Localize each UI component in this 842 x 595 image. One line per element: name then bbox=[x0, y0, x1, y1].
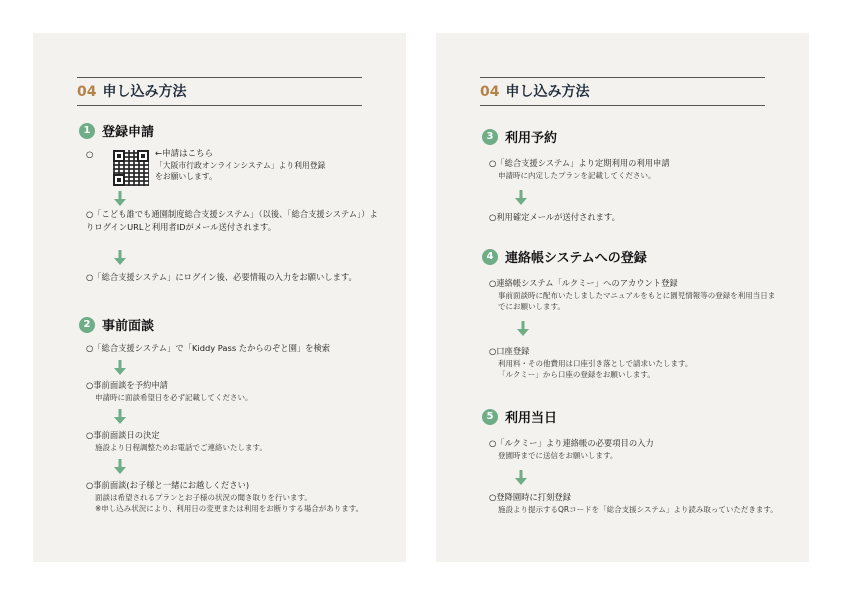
section-number-badge: 4 bbox=[482, 249, 498, 265]
step-sub: 利用料・その他費用は口座引き落としで請求いたします。 bbox=[498, 358, 693, 368]
page-header bbox=[77, 77, 362, 106]
step-sub: 施設より日程調整ためお電話でご連絡いたします。 bbox=[95, 442, 267, 452]
step-note: ※申し込み状況により、利用日の変更または利用をお断りする場合があります。 bbox=[95, 503, 364, 513]
qr-line-2: 「大阪市行政オンラインシステム」より利用登録 bbox=[155, 161, 326, 170]
step-sub: 「ルクミー」から口座の登録をお願いします。 bbox=[498, 369, 655, 379]
left-page bbox=[33, 33, 406, 562]
section-2-step-2 bbox=[86, 379, 386, 403]
step-main: ○連絡帳システム「ルクミー」へのアカウント登録 bbox=[489, 278, 678, 288]
section-number-badge: 3 bbox=[482, 129, 498, 145]
step-main: ○口座登録 bbox=[489, 346, 530, 356]
section-3-step-1 bbox=[489, 157, 789, 181]
section-2-step-4 bbox=[86, 479, 386, 514]
step-sub: 登園時までに送信をお願いします。 bbox=[498, 450, 618, 460]
section-1-step-3: ○「総合支援システム」にログイン後、必要情報の入力をお願いします。 bbox=[86, 272, 357, 282]
arrow-down-icon bbox=[113, 191, 127, 206]
qr-bullet: ○ bbox=[86, 149, 94, 159]
section-2-heading bbox=[79, 315, 154, 334]
arrow-down-icon bbox=[113, 409, 127, 424]
section-4-step-2 bbox=[489, 345, 789, 380]
header-title: 申し込み方法 bbox=[102, 84, 187, 100]
right-page bbox=[436, 33, 809, 562]
step-main: ○事前面談日の決定 bbox=[86, 430, 160, 440]
arrow-down-icon bbox=[113, 360, 127, 375]
section-title: 利用予約 bbox=[505, 131, 558, 146]
arrow-down-icon bbox=[514, 190, 528, 205]
section-3-heading bbox=[482, 127, 557, 146]
qr-instructions bbox=[155, 149, 325, 182]
section-5-step-2 bbox=[489, 491, 779, 515]
step-sub: 施設より提示するQRコードを「総合支援システム」より読み取っていただきます。 bbox=[498, 504, 778, 514]
arrow-down-icon bbox=[516, 321, 530, 336]
header-title: 申し込み方法 bbox=[505, 84, 590, 100]
step-main: ○事前面談を予約申請 bbox=[86, 380, 168, 390]
section-title: 事前面談 bbox=[102, 319, 155, 334]
header-number: 04 bbox=[480, 84, 500, 100]
step-sub: 申請時に面談希望日を必ず記載してください。 bbox=[95, 392, 253, 402]
qr-line-3: をお願いします。 bbox=[155, 172, 217, 181]
step-main: ○「ルクミー」より連絡帳の必要項目の入力 bbox=[489, 438, 654, 448]
section-title: 連絡帳システムへの登録 bbox=[505, 251, 647, 266]
section-2-step-1: ○「総合支援システム」で「Kiddy Pass たからのぞと園」を検索 bbox=[86, 343, 331, 353]
section-number-badge: 5 bbox=[482, 409, 498, 425]
section-number-badge: 2 bbox=[79, 317, 95, 333]
section-3-step-2: ○利用確定メールが送付されます。 bbox=[489, 212, 620, 222]
section-5-heading bbox=[482, 407, 557, 426]
header-number: 04 bbox=[77, 84, 97, 100]
section-title: 利用当日 bbox=[505, 411, 558, 426]
qr-code-icon[interactable] bbox=[113, 150, 149, 186]
section-1-heading bbox=[79, 121, 154, 140]
section-title: 登録申請 bbox=[102, 125, 155, 140]
qr-line-1: ←申請はこちら bbox=[155, 149, 214, 159]
arrow-down-icon bbox=[514, 470, 528, 485]
arrow-down-icon bbox=[113, 459, 127, 474]
step-sub: 申請時に内定したプランを記載してください。 bbox=[498, 170, 656, 180]
step-sub: 面談は希望されるプランとお子様の状況の聞き取りを行います。 bbox=[95, 492, 312, 502]
step-main: ○事前面談(お子様と一緒にお越しください) bbox=[86, 480, 250, 490]
section-2-step-3 bbox=[86, 429, 386, 453]
page-header bbox=[480, 77, 765, 106]
section-4-heading bbox=[482, 247, 647, 266]
step-sub: 事前面談時に配布いたしましたマニュアルをもとに園児情報等の登録を利用当日までにお願いします。 bbox=[498, 290, 776, 311]
section-1-step-2: ○「こども誰でも通園制度総合支援システム」（以後、「総合支援システム」）よりログインURLと利用者IDがメール送付されます。 bbox=[86, 209, 378, 232]
section-5-step-1 bbox=[489, 437, 789, 461]
arrow-down-icon bbox=[113, 250, 127, 265]
section-4-step-1 bbox=[489, 277, 779, 312]
section-number-badge: 1 bbox=[79, 123, 95, 139]
step-main: ○登降園時に打刻登録 bbox=[489, 492, 571, 502]
step-main: ○「総合支援システム」より定期利用の利用申請 bbox=[489, 158, 670, 168]
